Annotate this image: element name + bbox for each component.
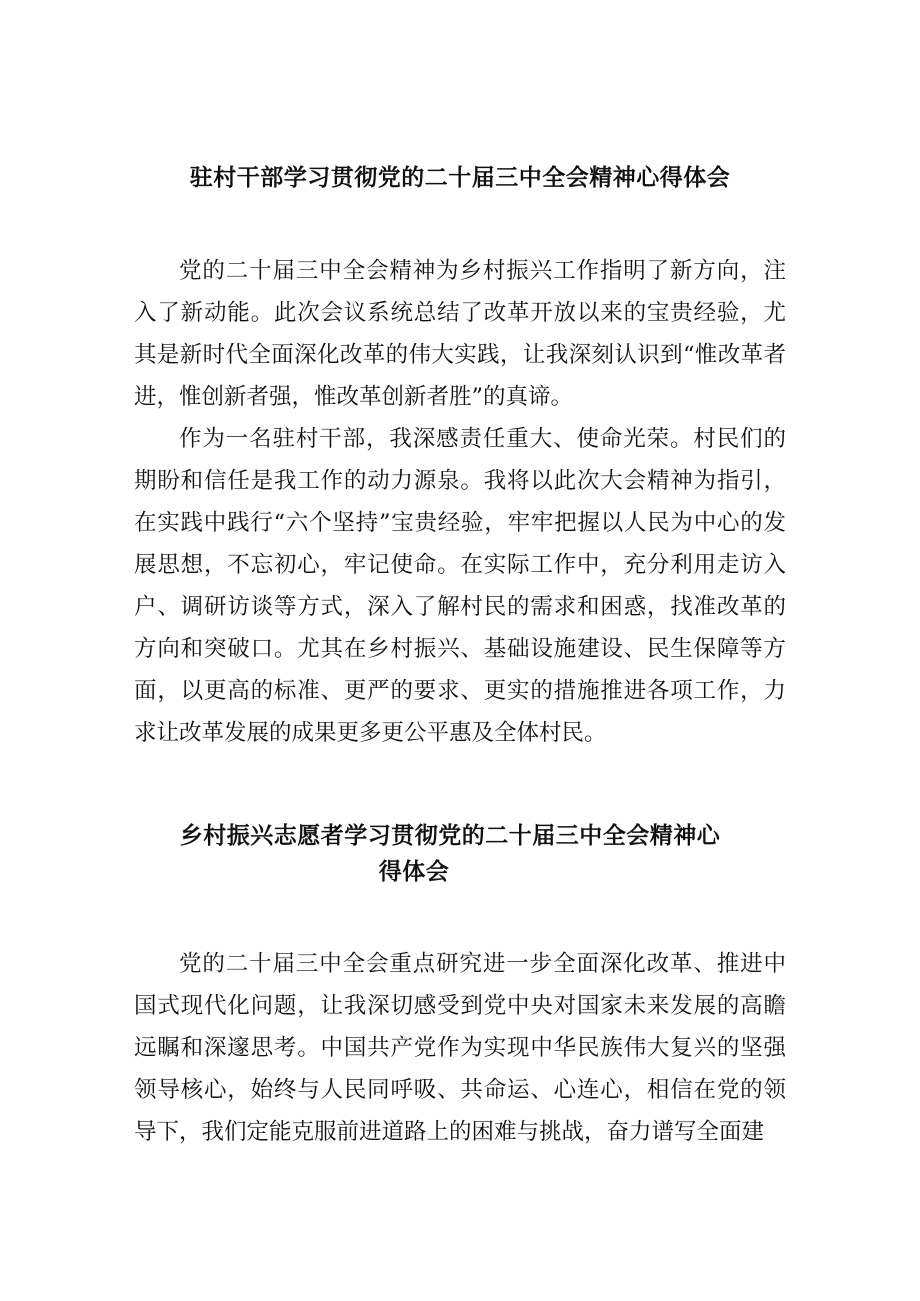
section-1-paragraph-1: 党的二十届三中全会精神为乡村振兴工作指明了新方向，注入了新动能。此次会议系统总结了改革开放以来的宝贵经验，尤其是新时代全面深化改革的伟大实践，让我深刻认识到“惟改革者进，惟创新者强，惟改革创新者胜”的真谛。 (134, 258, 786, 410)
section-1-title: 驻村干部学习贯彻党的二十届三中全会精神心得体会 (189, 165, 731, 191)
section-2-paragraph-1: 党的二十届三中全会重点研究进一步全面深化改革、推进中国式现代化问题，让我深切感受到党中央对国家未来发展的高瞻远瞩和深邃思考。中国共产党作为实现中华民族伟大复兴的坚强领导核心，始终与人民同呼吸、共命运、心连心，相信在党的领导下，我们定能克服前进道路上的困难与挑战，奋力谱写全面建 (134, 951, 786, 1145)
section-2-title-line-2: 得体会 (378, 859, 450, 885)
section-2-title-line-1: 乡村振兴志愿者学习贯彻党的二十届三中全会精神心 (179, 823, 721, 849)
section-2-title (0, 818, 920, 890)
section-1-paragraph-2: 作为一名驻村干部，我深感责任重大、使命光荣。村民们的期盼和信任是我工作的动力源泉。我将以此次大会精神为指引，在实践中践行“六个坚持”宝贵经验，牢牢把握以人民为中心的发展思想，不忘初心，牢记使命。在实际工作中，充分利用走访入户、调研访谈等方式，深入了解村民的需求和困惑，找准改革的方向和突破口。尤其在乡村振兴、基础设施建设、民生保障等方面，以更高的标准、更严的要求、更实的措施推进各项工作，力求让改革发展的成果更多更公平惠及全体村民。 (134, 426, 786, 746)
